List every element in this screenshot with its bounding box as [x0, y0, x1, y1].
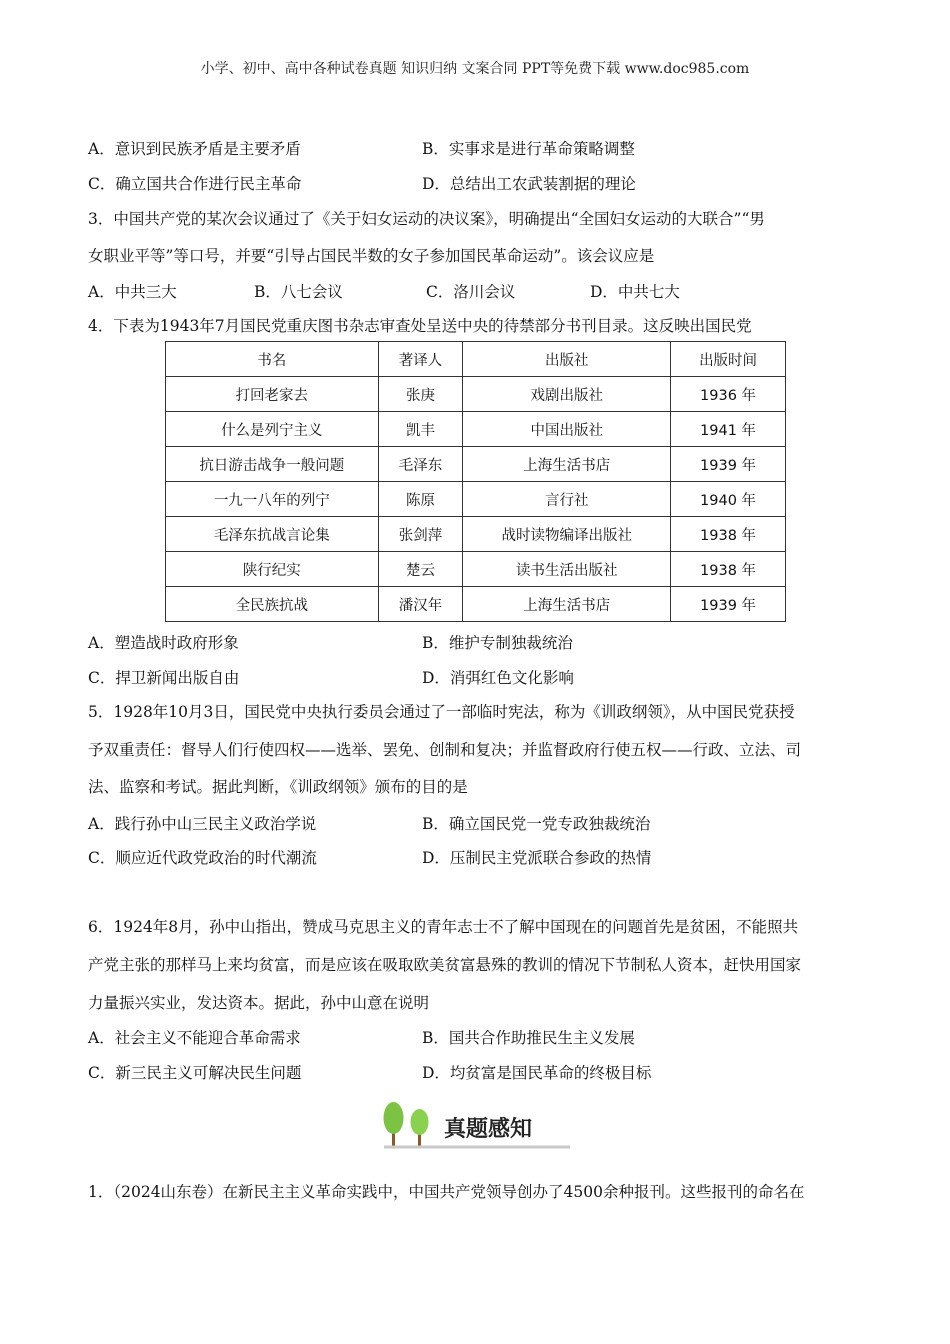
cell-publisher: 上海生活书店: [463, 587, 671, 622]
table-row: [166, 482, 786, 517]
q5-line1: 5．1928年10月3日，国民党中央执行委员会通过了一部临时宪法，称为《训政纲领》，从中国民党获授: [88, 703, 795, 721]
cell-author: 凯丰: [378, 412, 463, 447]
table-row: [166, 412, 786, 447]
table-header-row: [166, 342, 786, 377]
q3-option-b: B．八七会议: [254, 283, 343, 301]
q4-option-b: B．维护专制独裁统治: [422, 634, 573, 652]
q3-option-d: D．中共七大: [590, 283, 680, 301]
next-q1-line1: 1．（2024山东卷）在新民主主义革命实践中，中国共产党领导创办了4500余种报刊。这些报刊的命名在: [88, 1183, 805, 1201]
q6-option-c: C．新三民主义可解决民生问题: [88, 1064, 302, 1082]
cell-title: 陕行纪实: [166, 552, 379, 587]
cell-title: 全民族抗战: [166, 587, 379, 622]
cell-year: 1941 年: [671, 412, 786, 447]
table-row: [166, 517, 786, 552]
cell-publisher: 战时读物编译出版社: [463, 517, 671, 552]
cell-author: 张剑萍: [378, 517, 463, 552]
cell-year: 1938 年: [671, 517, 786, 552]
cell-title: 什么是列宁主义: [166, 412, 379, 447]
q5-line2: 予双重责任：督导人们行使四权——选举、罢免、创制和复决；并监督政府行使五权——行政、立法、司: [88, 741, 802, 759]
cell-year: 1936 年: [671, 377, 786, 412]
q3-line1: 3．中国共产党的某次会议通过了《关于妇女运动的决议案》，明确提出“全国妇女运动的大联合”“男: [88, 210, 765, 228]
prev-option-d: D．总结出工农武装割据的理论: [422, 175, 636, 193]
section-title: 真题感知: [444, 1117, 533, 1142]
cell-publisher: 戏剧出版社: [463, 377, 671, 412]
cell-author: 陈原: [378, 482, 463, 517]
q5-option-b: B．确立国民党一党专政独裁统治: [422, 815, 651, 833]
q4-option-c: C．捍卫新闻出版自由: [88, 669, 240, 687]
q3-option-a: A．中共三大: [88, 283, 177, 301]
header-publisher: 出版社: [463, 342, 671, 377]
cell-publisher: 读书生活出版社: [463, 552, 671, 587]
cell-year: 1940 年: [671, 482, 786, 517]
cell-title: 打回老家去: [166, 377, 379, 412]
q5-line3: 法、监察和考试。据此判断，《训政纲领》颁布的目的是: [88, 778, 468, 796]
q6-line2: 产党主张的那样马上来均贫富，而是应该在吸取欧美贫富悬殊的教训的情况下节制私人资本，赶快用国家: [88, 956, 802, 974]
q5-option-d: D．压制民主党派联合参政的热情: [422, 849, 652, 867]
table-row: [166, 552, 786, 587]
page-header: 小学、初中、高中各种试卷真题 知识归纳 文案合同 PPT等免费下载 www.doc985.com: [200, 61, 750, 77]
prev-option-b: B．实事求是进行革命策略调整: [422, 140, 635, 158]
cell-author: 张庚: [378, 377, 463, 412]
table-row: [166, 447, 786, 482]
q6-option-b: B．国共合作助推民生主义发展: [422, 1029, 635, 1047]
header-author: 著译人: [378, 342, 463, 377]
q4-option-d: D．消弭红色文化影响: [422, 669, 574, 687]
cell-title: 一九一八年的列宁: [166, 482, 379, 517]
cell-title: 抗日游击战争一般问题: [166, 447, 379, 482]
cell-author: 潘汉年: [378, 587, 463, 622]
q6-option-d: D．均贫富是国民革命的终极目标: [422, 1064, 652, 1082]
cell-author: 毛泽东: [378, 447, 463, 482]
header-title: 书名: [166, 342, 379, 377]
q3-option-c: C．洛川会议: [426, 283, 516, 301]
q6-line1: 6．1924年8月，孙中山指出，赞成马克思主义的青年志士不了解中国现在的问题首先是贫困，不能照共: [88, 918, 799, 936]
cell-title: 毛泽东抗战言论集: [166, 517, 379, 552]
q5-option-c: C．顺应近代政党政治的时代潮流: [88, 849, 317, 867]
cell-publisher: 上海生活书店: [463, 447, 671, 482]
cell-publisher: 中国出版社: [463, 412, 671, 447]
table-row: [166, 377, 786, 412]
cell-year: 1938 年: [671, 552, 786, 587]
table-row: [166, 587, 786, 622]
header-year: 出版时间: [671, 342, 786, 377]
q6-line3: 力量振兴实业，发达资本。据此，孙中山意在说明: [88, 994, 430, 1012]
q3-line2: 女职业平等”等口号，并要“引导占国民半数的女子参加国民革命运动”。该会议应是: [88, 247, 655, 265]
q5-option-a: A．践行孙中山三民主义政治学说: [88, 815, 317, 833]
section-badge: [380, 1100, 570, 1152]
q4-line1: 4．下表为1943年7月国民党重庆图书杂志审查处呈送中央的待禁部分书刊目录。这反映出国民党: [88, 317, 752, 335]
q6-option-a: A．社会主义不能迎合革命需求: [88, 1029, 301, 1047]
cell-author: 楚云: [378, 552, 463, 587]
prev-option-c: C．确立国共合作进行民主革命: [88, 175, 302, 193]
q4-option-a: A．塑造战时政府形象: [88, 634, 239, 652]
cell-year: 1939 年: [671, 447, 786, 482]
prev-option-a: A．意识到民族矛盾是主要矛盾: [88, 140, 301, 158]
banned-books-table: [165, 341, 786, 622]
cell-year: 1939 年: [671, 587, 786, 622]
cell-publisher: 言行社: [463, 482, 671, 517]
